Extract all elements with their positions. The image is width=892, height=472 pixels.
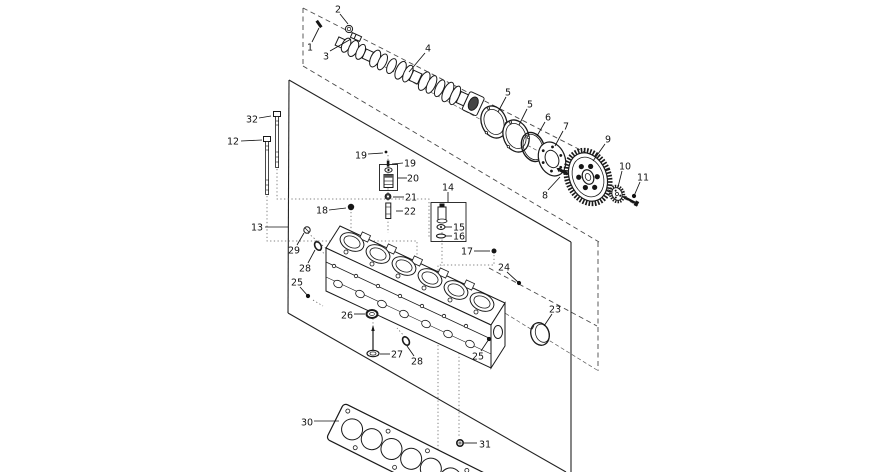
part-number-23: 23 — [548, 304, 562, 316]
part-number-18: 18 — [315, 205, 329, 217]
part-callout-6 — [537, 112, 551, 136]
part-number-24: 24 — [497, 262, 511, 274]
part-callout-32 — [246, 114, 271, 125]
part-callout-12 — [227, 136, 262, 147]
gear-hub-10 — [608, 184, 626, 204]
part-number-19a: 19 — [354, 150, 368, 162]
leader-line-28a — [308, 250, 315, 263]
leader-dot-24 — [517, 281, 521, 285]
part-number-31: 31 — [478, 439, 492, 451]
part-number-21: 21 — [404, 192, 418, 204]
part-callout-14 — [442, 182, 454, 202]
leader-line-7 — [555, 131, 563, 146]
part-number-27: 27 — [390, 349, 404, 361]
gear-bolt-11 — [621, 194, 639, 207]
part-callout-25a — [291, 277, 310, 298]
part-number-6: 6 — [544, 112, 552, 124]
part-callout-16 — [446, 231, 465, 242]
valve-27 — [367, 325, 379, 357]
camshaft — [333, 31, 485, 116]
part-callout-5a — [498, 87, 511, 112]
leader-line-18 — [329, 208, 346, 210]
keeper-21 — [385, 194, 391, 200]
part-callout-26 — [341, 310, 365, 321]
leader-line-2 — [340, 14, 348, 24]
lifter-kit-box-20 — [380, 165, 398, 191]
part-number-10: 10 — [618, 161, 632, 173]
part-callout-13 — [251, 222, 288, 233]
leader-line-10 — [618, 171, 622, 187]
part-number-3: 3 — [322, 51, 330, 63]
part-number-14: 14 — [441, 182, 455, 194]
part-callout-17 — [461, 246, 490, 257]
leader-line-11 — [634, 182, 640, 196]
cup-plug-23 — [528, 320, 553, 348]
part-number-13: 13 — [250, 222, 264, 234]
part-callout-10 — [618, 161, 631, 187]
part-callout-28b — [407, 346, 423, 367]
leader-dot-25b — [487, 337, 491, 341]
o-ring-26 — [367, 310, 378, 318]
stud-12 — [264, 137, 271, 195]
o-ring-28b — [401, 336, 411, 347]
part-number-30: 30 — [300, 417, 314, 429]
part-number-16: 16 — [452, 231, 466, 243]
part-callout-8 — [542, 177, 560, 201]
valve-guide-22 — [386, 203, 391, 219]
part-number-32: 32 — [245, 114, 259, 126]
part-number-12: 12 — [226, 136, 240, 148]
part-number-7: 7 — [562, 121, 570, 133]
washer-16 — [437, 234, 446, 238]
cam-nut — [345, 25, 352, 32]
part-callout-2 — [335, 4, 348, 24]
part-number-5a: 5 — [504, 87, 512, 99]
cam-pin — [315, 20, 322, 28]
part-callout-7 — [555, 121, 569, 146]
part-callout-5b — [519, 99, 533, 125]
part-number-2: 2 — [334, 4, 342, 16]
part-callout-28a — [299, 250, 315, 274]
part-number-25b: 25 — [471, 351, 485, 363]
head-gasket — [326, 403, 554, 472]
leader-dot-25a — [306, 294, 310, 298]
part-number-5b: 5 — [526, 99, 534, 111]
part-number-28b: 28 — [410, 356, 424, 368]
pin-17 — [492, 249, 497, 254]
stud-32 — [274, 112, 281, 168]
part-callout-19a — [355, 150, 383, 161]
part-number-4: 4 — [424, 43, 432, 55]
pin-19b — [387, 161, 390, 167]
leader-line-5b — [519, 109, 527, 125]
part-number-11: 11 — [636, 172, 650, 184]
cam-plug — [350, 33, 361, 42]
o-ring-31 — [457, 440, 463, 446]
part-number-17: 17 — [460, 246, 474, 258]
part-callout-29 — [288, 233, 304, 256]
part-callout-27 — [380, 349, 403, 360]
part-callout-18 — [316, 205, 346, 216]
part-number-15: 15 — [452, 222, 466, 234]
leader-line-19a — [368, 153, 383, 154]
part-callout-21 — [393, 192, 417, 203]
leader-line-28b — [407, 346, 414, 356]
end-bore — [494, 326, 503, 339]
part-callout-31 — [464, 439, 491, 450]
plug-ball-18 — [348, 204, 354, 210]
o-ring-28a — [313, 241, 323, 252]
leader-dot-11 — [632, 194, 636, 198]
part-number-19b: 19 — [403, 158, 417, 170]
leader-line-32 — [259, 116, 271, 118]
part-number-29: 29 — [287, 245, 301, 257]
part-callout-1 — [307, 28, 319, 53]
leader-line-1 — [312, 28, 319, 42]
camshaft-gear — [558, 144, 618, 211]
leader-line-4 — [409, 53, 425, 72]
part-number-22: 22 — [403, 206, 417, 218]
leader-line-12 — [241, 140, 262, 141]
leader-line-6 — [537, 122, 545, 136]
part-callout-22 — [396, 206, 416, 217]
part-number-26: 26 — [340, 310, 354, 322]
pin-19a — [385, 151, 388, 154]
part-number-1: 1 — [306, 42, 314, 54]
part-callout-19b — [392, 158, 416, 169]
screw-plug-29 — [304, 227, 310, 233]
part-number-9: 9 — [604, 134, 612, 146]
part-number-25a: 25 — [290, 277, 304, 289]
leader-line-19b — [392, 163, 403, 164]
part-number-20: 20 — [406, 173, 420, 185]
leader-line-29 — [297, 233, 304, 245]
cylinder-head — [326, 226, 505, 368]
part-callout-11 — [632, 172, 649, 198]
part-callout-20 — [398, 173, 419, 184]
leader-line-8 — [548, 177, 560, 190]
leader-line-23 — [544, 314, 552, 326]
part-callout-24 — [498, 262, 521, 285]
part-callout-23 — [544, 304, 561, 326]
part-number-8: 8 — [541, 190, 549, 202]
part-number-28a: 28 — [298, 263, 312, 275]
